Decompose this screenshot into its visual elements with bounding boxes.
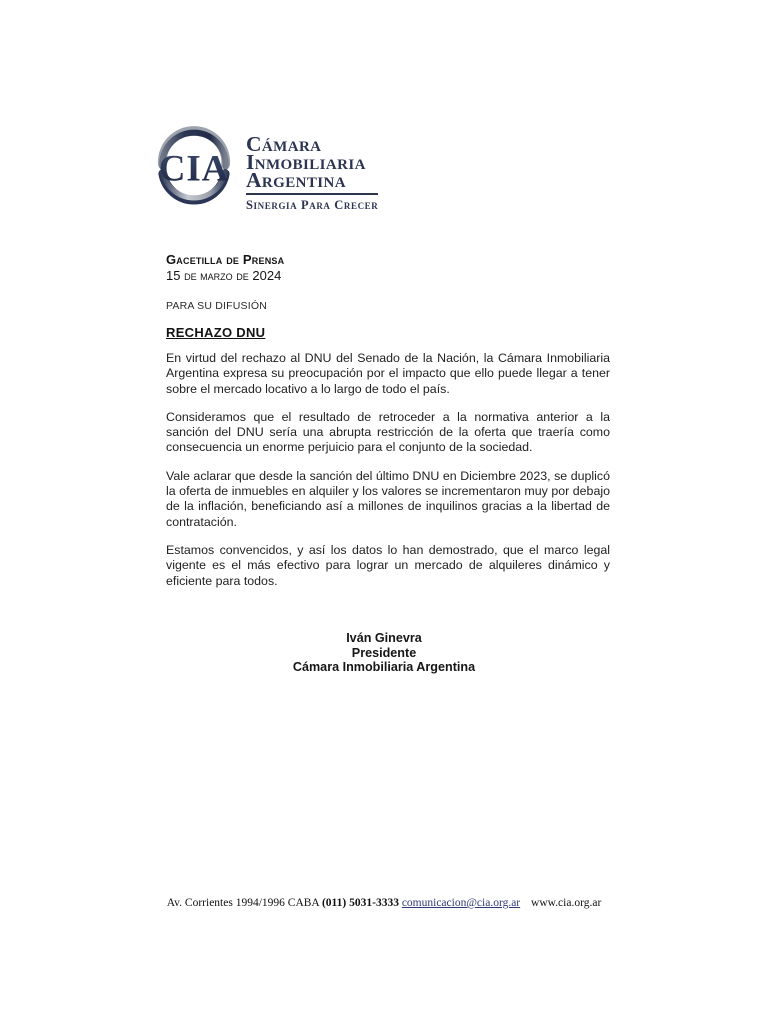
document-content <box>166 252 610 602</box>
signature-name: Iván Ginevra <box>346 631 422 645</box>
cia-logo <box>150 122 378 216</box>
signature-block <box>0 631 768 675</box>
footer-email-link[interactable]: comunicacion@cia.org.ar <box>401 897 521 909</box>
doc-title: RECHAZO DNU <box>166 325 266 340</box>
logo-wordmark <box>246 122 378 213</box>
cia-monogram: CIA <box>158 147 230 189</box>
logo-divider <box>246 193 378 195</box>
body-paragraph: Vale aclarar que desde la sanción del último DNU en Diciembre 2023, se duplicó la oferta de inmuebles en alquiler y los valores se incrementaron muy por debajo de la inflación, beneficiando así a millones de inquilinos gracias a la libertad de contratación. <box>166 468 610 529</box>
logo-name-line3: Argentina <box>246 168 346 192</box>
signature-role: Presidente <box>351 645 417 660</box>
logo-tagline: Sinergia Para Crecer <box>246 198 379 212</box>
signature-org: Cámara Inmobiliaria Argentina <box>292 660 476 675</box>
body-paragraphs <box>166 351 610 589</box>
body-paragraph: Estamos convencidos, y así los datos lo han demostrado, que el marco legal vigente es el más efectivo para lograr un mercado de alquileres dinámico y eficiente para todos. <box>166 542 610 588</box>
body-paragraph: Consideramos que el resultado de retroceder a la normativa anterior a la sanción del DNU sería una abrupta restricción de la oferta que traería como consecuencia un enorme perjuicio para el conjunto de la sociedad. <box>166 409 610 455</box>
logo-name-line1: Cámara <box>246 132 322 156</box>
logo-name-line2: Inmobiliaria <box>246 150 366 174</box>
distribution-note: PARA SU DIFUSIÓN <box>166 300 268 312</box>
footer-phone: (011) 5031-3333 <box>321 897 399 909</box>
footer-address: Av. Corrientes 1994/1996 CABA <box>166 897 320 909</box>
body-paragraph: En virtud del rechazo al DNU del Senado de la Nación, la Cámara Inmobiliaria Argentina expresa su preocupación por el impacto que ello puede llegar a tener sobre el mercado locativo a lo largo de todo el país. <box>166 351 610 396</box>
doc-type-label: Gacetilla de Prensa <box>166 252 285 267</box>
doc-date: 15 de marzo de 2024 <box>166 268 282 283</box>
footer <box>0 897 768 909</box>
cia-emblem-icon <box>150 122 238 216</box>
footer-website: www.cia.org.ar <box>531 897 602 909</box>
